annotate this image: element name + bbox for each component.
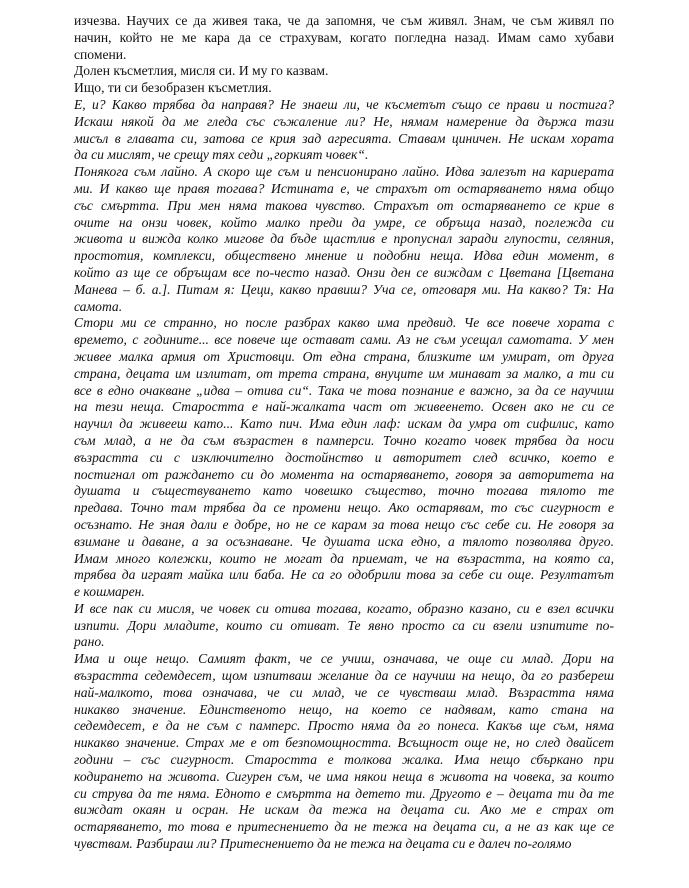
text-line: Манева – б. а.]. Питам я: Цеци, какво правиш? Уча се, отговаря ми. На какво? Тя: На bbox=[74, 281, 614, 297]
text-line: самота. bbox=[74, 298, 123, 314]
text-line: мисъл в главата си, затова се крия зад агресията. Ставам циничен. Не искам хората bbox=[74, 130, 614, 146]
text-line: е кошмарен. bbox=[74, 584, 145, 600]
paragraph bbox=[74, 63, 614, 80]
text-line: чувствам. Разбираш ли? Притеснението да не тежа на децата си е далеч по-голямо bbox=[74, 836, 572, 852]
text-line: взимане и даване, а за осъзнаване. Че душата иска едно, а тялото позволява друго. bbox=[74, 533, 614, 549]
text-line: възрастта си с изключително достойнство и авторитет след всичко, което е bbox=[74, 449, 614, 465]
text-line: осъзнато. Не зная дали е добре, но не се карам за това нещо със себе си. Не говоря за bbox=[74, 516, 614, 532]
text-line: седемдесет, е да не съм с памперс. Просто няма да го понеса. Какъв ще съм, няма bbox=[74, 718, 614, 734]
paragraph bbox=[74, 651, 614, 853]
text-line: душата и съществуването като човешко същество, точно тогава тялото те bbox=[74, 483, 614, 499]
text-line: на тези неща. Старостта е най-жалката част от живеенето. Освен ако не си се bbox=[74, 399, 614, 415]
text-line: си струва да те няма. Едното е смъртта на детето ти. Другото е – децата ти да те bbox=[74, 785, 614, 801]
text-line: Искаш някой да ме гледа със съжаление ли? Не, нямам намерение да държа тази bbox=[74, 113, 614, 129]
text-line: години – със сигурност. Старостта е толкова жалка. Има нещо сбъркано при bbox=[74, 752, 614, 768]
paragraph bbox=[74, 80, 614, 97]
text-line: все в едно очакване „идва – отива си“. Така че това познание е важно, за да се научиш bbox=[74, 382, 614, 398]
text-line: който аз ще се обръщам все по-често назад. Онзи ден се виждам с Цветана [Цветана bbox=[74, 264, 614, 280]
text-line: Стори ми се странно, но после разбрах какво има предвид. Че все повече хората с bbox=[74, 315, 614, 331]
text-line: Има и още нещо. Самият факт, че се учиш, означава, че още си млад. Дори на bbox=[74, 651, 614, 667]
text-line: съм млад, а не да съм възрастен в памперси. Точно когато човек трябва да носи bbox=[74, 432, 614, 448]
text-line: ми. И какво ще правя тогава? Истината е, че страхът от остаряването няма общо bbox=[74, 180, 614, 196]
text-line: трябва да играят майка или баба. Не са го одобрили това за себе си още. Резултатът bbox=[74, 567, 614, 583]
text-line: начин, който не ме кара да се страхувам, когато погледна назад. Имам само хубави bbox=[74, 29, 614, 45]
text-line: виждат окаян и осран. Не искам да тежа на децата си. Ако ме е страх от bbox=[74, 802, 614, 818]
text-line: живее малка армия от Христовци. От една страна, близките им умират, от друга bbox=[74, 348, 614, 364]
text-line: кодирането на живота. Сигурен съм, че има някои неща в живота на човека, за които bbox=[74, 768, 614, 784]
text-line: най-малкото, това означава, че си млад, че се чувстваш млад. Възрастта няма bbox=[74, 684, 614, 700]
text-line: научил да живееш като... Като пич. Има един лаф: искам да умра от сифилис, като bbox=[74, 416, 614, 432]
text-line: остаряването, то това е притеснението да не тежа на децата си, а не аз как ще се bbox=[74, 819, 614, 835]
text-line: Долен късметлия, мисля си. И му го казвам. bbox=[74, 63, 329, 79]
paragraph bbox=[74, 97, 614, 164]
text-line: живота и вижда колко мигове да бъде щастлив е пропуснал заради глупости, селяния, bbox=[74, 231, 614, 247]
text-line: да си мислят, че срещу тях седи „горкият човек“. bbox=[74, 147, 369, 163]
text-line: възрастта седемдесет, щом изпитваш желание да се научиш на нещо, да го разбереш bbox=[74, 668, 614, 684]
paragraph bbox=[74, 164, 614, 315]
paragraph bbox=[74, 601, 614, 651]
text-line: Имам много колежки, които не могат да приемат, че на възрастта, на която са, bbox=[74, 550, 614, 566]
text-line: простотия, комплекси, обществено мнение и подобни неща. Идва един момент, в bbox=[74, 248, 614, 264]
text-line: постигнал от раждането си до момента на остаряването, говоря за авторитета на bbox=[74, 466, 614, 482]
paragraph bbox=[74, 315, 614, 601]
document-page bbox=[74, 13, 614, 853]
text-line: изчезва. Научих се да живея така, че да запомня, че съм живял. Знам, че съм живял по bbox=[74, 13, 614, 28]
text-line: Ищо, ти си безобразен късметлия. bbox=[74, 80, 272, 96]
text-line: никакво значение. Страх ме е от безпомощността. Всъщност още не, но след двайсет bbox=[74, 735, 614, 751]
text-line: никакво значение. Единственото нещо, на което се надявам, като стана на bbox=[74, 701, 614, 717]
text-line: страна, децата им излитат, от трета страна, внуците им минават за малко, а ти си bbox=[74, 365, 614, 381]
text-line: спомени. bbox=[74, 46, 127, 62]
text-line: И все пак си мисля, че човек си отива тогава, когато, образно казано, си е взел всички bbox=[74, 600, 614, 616]
text-line: предава. Точно там трябва да се промени нещо. Ако остарявам, то със сигурност е bbox=[74, 500, 614, 516]
paragraph bbox=[74, 13, 614, 63]
text-line: очите на онзи човек, който малко преди да умре, се обръща назад, поглежда си bbox=[74, 214, 614, 230]
text-line: със смъртта. При мен няма такова чувство. Страхът от остаряването се крие в bbox=[74, 197, 614, 213]
text-line: времето, с годините... все повече ще остават сами. Аз не съм усещал самотата. У мен bbox=[74, 332, 614, 348]
text-line: рано. bbox=[74, 634, 105, 650]
text-line: Е, и? Какво трябва да направя? Не знаеш ли, че късметът също се прави и постига? bbox=[74, 96, 614, 112]
text-line: изпити. Дори младите, които си отиват. Те явно просто са си взели изпитите по- bbox=[74, 617, 614, 633]
text-line: Понякога съм лайно. А скоро ще съм и пенсионирано лайно. Идва залезът на кариерата bbox=[74, 164, 614, 180]
